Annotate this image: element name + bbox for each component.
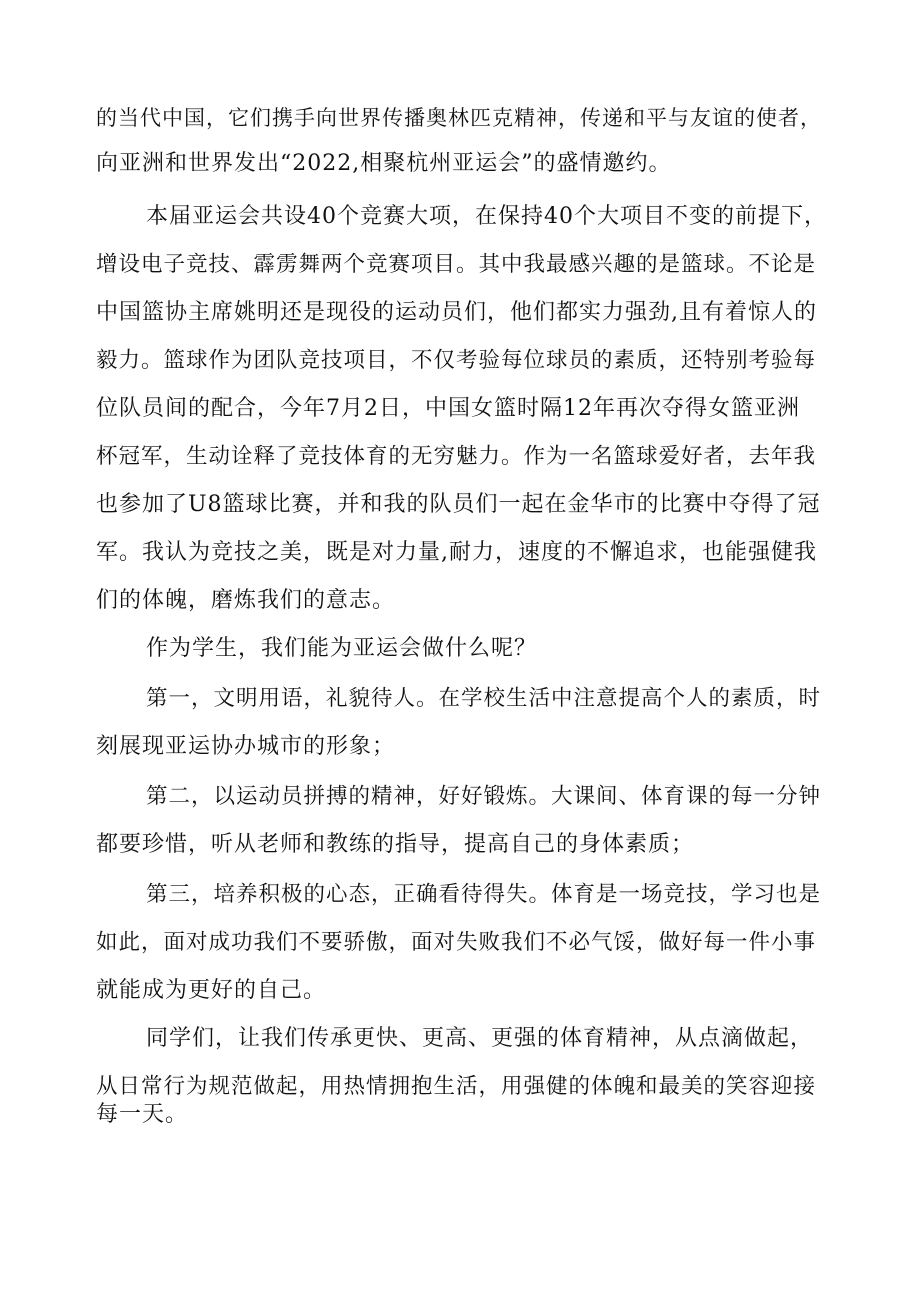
paragraph-line: 第二，以运动员拼搏的精神，好好锻炼。大课间、体育课的每一分钟 <box>146 784 822 809</box>
paragraph-line: 同学们，让我们传承更快、更高、更强的体育精神，从点滴做起， <box>146 1026 814 1051</box>
paragraph-line: 作为学生，我们能为亚运会做什么呢？ <box>146 636 538 661</box>
text-line: 也参加了U8篮球比赛，并和我的队员们一起在金华市的比赛中夺得了冠 <box>96 492 821 517</box>
text-line: 都要珍惜，听从老师和教练的指导，提高自己的身体素质； <box>96 832 695 857</box>
text-line: 的当代中国，它们携手向世界传播奥林匹克精神，传递和平与友谊的使者， <box>96 106 822 130</box>
text-line: 军。我认为竞技之美，既是对力量,耐力，速度的不懈追求，也能强健我 <box>96 540 817 565</box>
text-line: 就能成为更好的自己。 <box>96 978 327 1003</box>
paragraph-line: 第一，文明用语，礼貌待人。在学校生活中注意提高个人的素质，时 <box>146 686 822 711</box>
paragraph-line: 第三，培养积极的心态，正确看待得失。体育是一场竞技，学习也是 <box>146 882 822 907</box>
text-line: 刻展现亚运协办城市的形象； <box>96 734 396 759</box>
text-line: 增设电子竞技、霹雳舞两个竞赛项目。其中我最感兴趣的是篮球。不论是 <box>96 252 817 277</box>
text-line: 中国篮协主席姚明还是现役的运动员们，他们都实力强劲,且有着惊人的 <box>96 300 817 325</box>
paragraph-line: 本届亚运会共设40个竞赛大项，在保持40个大项目不变的前提下， <box>146 204 827 229</box>
text-line: 杯冠军，生动诠释了竞技体育的无穷魅力。作为一名篮球爱好者，去年我 <box>96 444 817 469</box>
text-line: 位队员间的配合，今年7月2日，中国女篮时隔12年再次夺得女篮亚洲 <box>96 396 800 421</box>
text-line: 如此，面对成功我们不要骄傲，面对失败我们不必气馁，做好每一件小事 <box>96 930 817 955</box>
text-line: 每一天。 <box>96 1102 189 1127</box>
text-line: 毅力。篮球作为团队竞技项目，不仅考验每位球员的素质，还特别考验每 <box>96 348 817 373</box>
text-line: 们的体魄，磨炼我们的意志。 <box>96 588 396 613</box>
text-line: 从日常行为规范做起，用热情拥抱生活，用强健的体魄和最美的笑容迎接 <box>96 1074 817 1099</box>
text-line: 向亚洲和世界发出“2022,相聚杭州亚运会”的盛情邀约。 <box>96 151 672 176</box>
